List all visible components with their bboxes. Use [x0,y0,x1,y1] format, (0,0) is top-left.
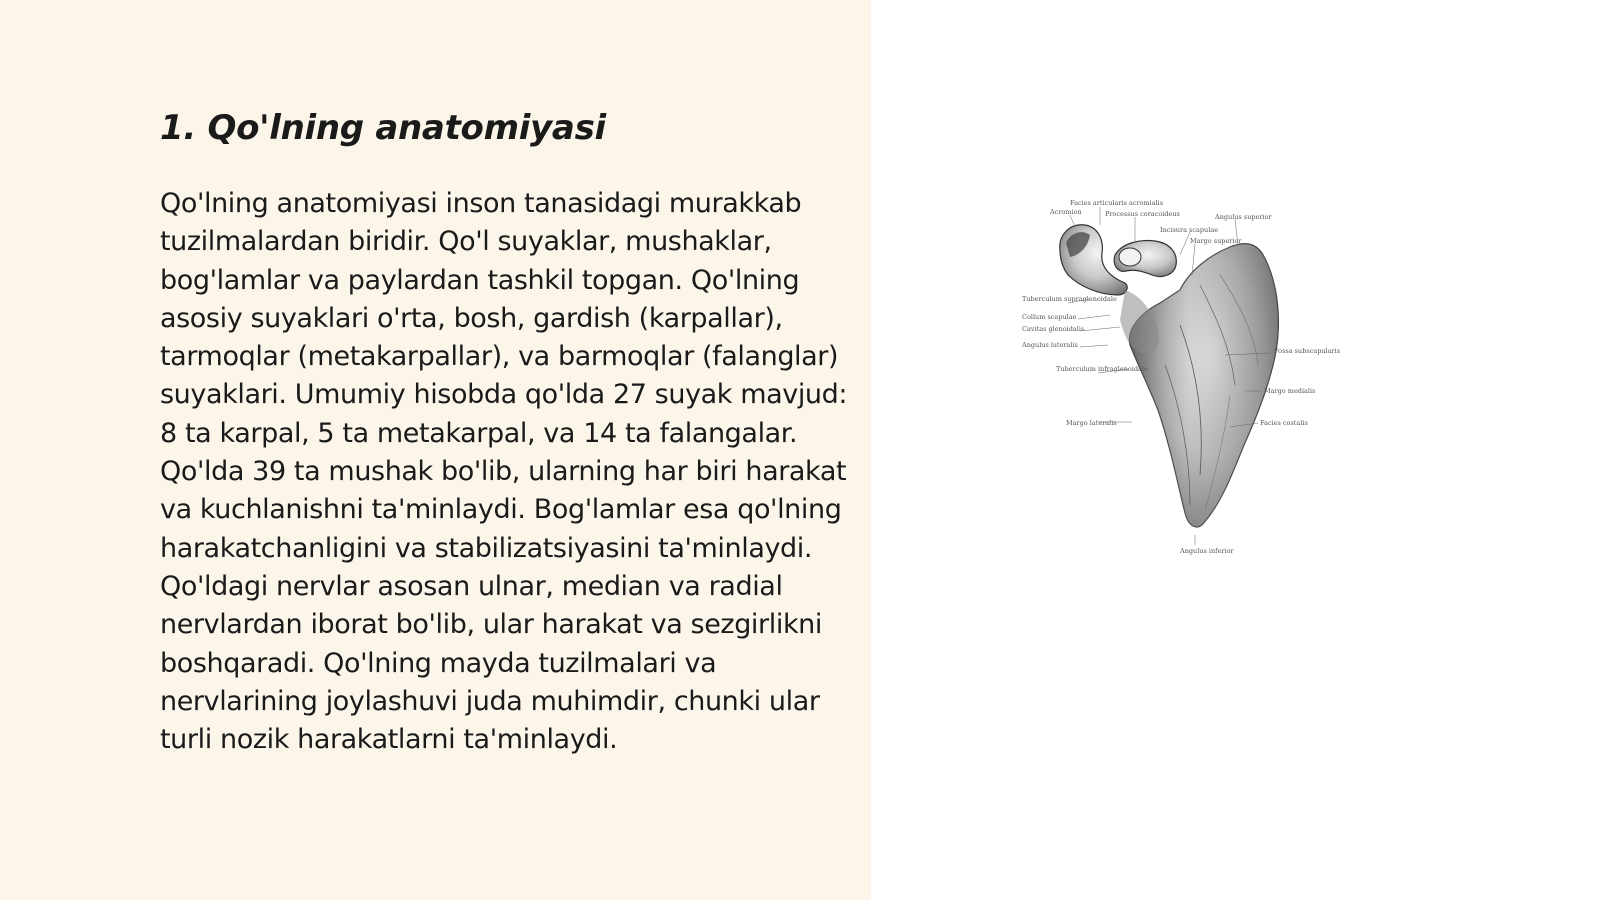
label-tuberculum-infraglenoidale: Tuberculum infraglenoidale [1056,365,1148,373]
label-margo-medialis: Margo medialis [1264,387,1316,395]
label-collum-scapulae: Collum scapulae [1022,313,1077,321]
scapula-anatomy-illustration [1022,195,1350,570]
label-processus-coracoideus: Processus coracoideus [1105,210,1180,218]
label-angulus-lateralis: Angulus lateralis [1022,341,1078,349]
label-facies-articularis: Facies articularis acromialis [1070,199,1164,207]
scapula-drawing [1022,195,1350,570]
label-angulus-superior: Angulus superior [1215,213,1272,221]
label-incisura-scapulae: Incisura scapulae [1160,226,1219,234]
label-acromion: Acromion [1050,208,1082,216]
slide-body-text: Qo'lning anatomiyasi inson tanasidagi murakkab tuzilmalardan biridir. Qo'l suyaklar, mushaklar, bog'lamlar va paylardan tashkil topgan. Qo'lning asosiy suyaklari o'rta, bosh, gardish (karpallar), tarmoqlar (metakarpallar), va barmoqlar (falanglar) suyaklari. Umumiy hisobda qo'lda 27 suyak mavjud: 8 ta karpal, 5 ta metakarpal, va 14 ta falangalar. Qo'lda 39 ta mushak bo'lib, ularning har biri harakat va kuchlanishni ta'minlaydi. Bog'lamlar esa qo'lning harakatchanligini va stabilizatsiyasini ta'minlaydi. Qo'ldagi nervlar asosan ulnar, median va radial nervlardan iborat bo'lib, ular harakat va sezgirlikni boshqaradi. Qo'lning mayda tuzilmalari va nervlarining joylashuvi juda muhimdir, chunki ular turli nozik harakatlarni ta'minlaydi. [160,188,848,756]
label-angulus-inferior: Angulus inferior [1180,547,1234,555]
label-fossa-subscapularis: Fossa subscapularis [1274,347,1341,355]
label-cavitas-glenoidalis: Cavitas glenoidalis [1022,325,1085,333]
slide-title: 1. Qo'lning anatomiyasi [160,108,606,148]
label-margo-superior: Margo superior [1190,237,1242,245]
label-margo-lateralis: Margo lateralis [1066,419,1117,427]
label-tuberculum-supraglenoidale: Tuberculum supraglenoidale [1022,295,1117,303]
label-facies-costalis: Facies costalis [1260,419,1308,427]
